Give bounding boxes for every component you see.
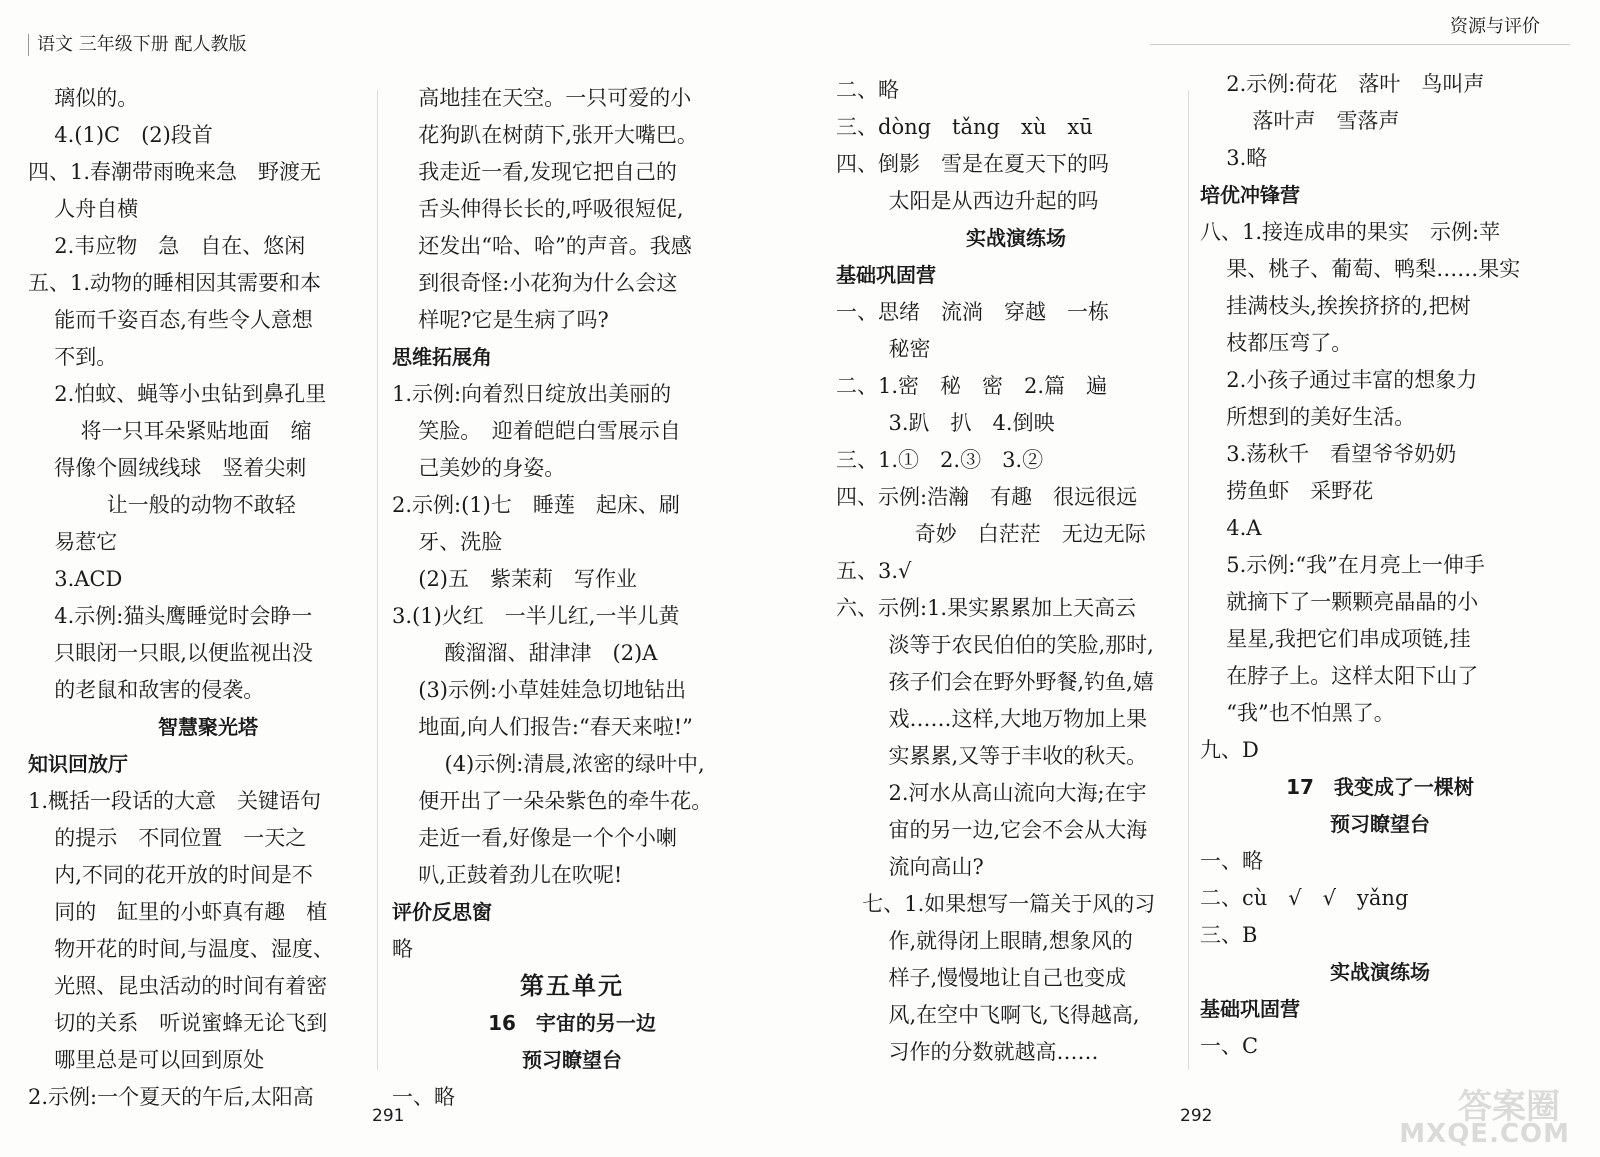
answer-line: 实累累,又等于丰收的秋天。 — [888, 744, 1148, 768]
answer-line: 走近一看,好像是一个个小喇 — [418, 826, 677, 850]
answer-line: 星星,我把它们串成项链,挂 — [1226, 627, 1471, 651]
answer-line: 作,就得闭上眼睛,想象风的 — [888, 929, 1133, 953]
answer-line: 到很奇怪:小花狗为什么会这 — [418, 271, 678, 295]
answer-line: 2.示例:(1)七 睡莲 起床、刷 — [392, 493, 680, 517]
answer-line: 还发出“哈、哈”的声音。我感 — [418, 234, 692, 258]
column-4 — [1200, 66, 1560, 1065]
answer-line: 四、倒影 雪是在夏天下的吗 — [836, 152, 1109, 176]
answer-line: 样子,慢慢地让自己也变成 — [888, 966, 1127, 990]
answer-line: 5.示例:“我”在月亮上一伸手 — [1226, 553, 1485, 577]
answer-line: 样呢?它是生病了吗? — [418, 308, 609, 332]
answer-line: 己美妙的身姿。 — [418, 456, 566, 480]
answer-line: 3.ACD — [54, 567, 123, 591]
watermark — [1399, 1079, 1570, 1149]
answer-line: (2)五 紫茉莉 写作业 — [418, 567, 637, 591]
section-heading: 实战演练场 — [966, 226, 1066, 250]
answer-line: 五、3.√ — [836, 559, 912, 583]
column-3 — [836, 72, 1196, 1071]
answer-line: 九、D — [1200, 738, 1259, 762]
answer-line: 光照、昆虫活动的时间有着密 — [54, 974, 328, 998]
column-divider — [1188, 90, 1189, 1070]
answer-line: 切的关系 听说蜜蜂无论飞到 — [54, 1011, 328, 1035]
answer-line: 略 — [392, 937, 413, 961]
answer-line: 孩子们会在野外野餐,钓鱼,嬉 — [888, 670, 1154, 694]
section-heading: 17 我变成了一棵树 — [1286, 775, 1474, 799]
section-heading: 实战演练场 — [1330, 960, 1430, 984]
answer-line: 不到。 — [54, 345, 118, 369]
answer-line: 四、1.春潮带雨晚来急 野渡无 — [28, 160, 322, 184]
answer-line: 花狗趴在树荫下,张开大嘴巴。 — [418, 123, 698, 147]
answer-line: 1.示例:向着烈日绽放出美丽的 — [392, 382, 672, 406]
answer-line: 2.示例:一个夏天的午后,太阳高 — [28, 1085, 314, 1109]
answer-line: 一、略 — [1200, 849, 1263, 873]
answer-line: 酸溜溜、甜津津 (2)A — [444, 641, 658, 665]
answer-line: 3.趴 扒 4.倒映 — [888, 411, 1055, 435]
answer-line: 三、B — [1200, 923, 1258, 947]
answer-line: 所想到的美好生活。 — [1226, 405, 1416, 429]
answer-line: 四、示例:浩瀚 有趣 很远很远 — [836, 485, 1138, 509]
header-divider — [28, 34, 29, 56]
answer-line: 2.小孩子通过丰富的想象力 — [1226, 368, 1478, 392]
answer-line: 1.概括一段话的大意 关键语句 — [28, 789, 322, 813]
answer-line: 同的 缸里的小虾真有趣 植 — [54, 900, 328, 924]
answer-line: 三、1.① 2.③ 3.② — [836, 448, 1044, 472]
answer-line: 只眼闭一只眼,以便监视出没 — [54, 641, 313, 665]
answer-line: 太阳是从西边升起的吗 — [888, 189, 1099, 213]
answer-line: 能而千姿百态,有些令人意想 — [54, 308, 313, 332]
answer-line: 得像个圆绒线球 竖着尖刺 — [54, 456, 307, 480]
section-heading: 思维拓展角 — [392, 345, 492, 369]
answer-line: 璃似的。 — [54, 86, 139, 110]
page-number-right: 292 — [1180, 1106, 1213, 1126]
answer-line: 在脖子上。这样太阳下山了 — [1226, 664, 1479, 688]
answer-line: 二、cù √ √ yǎng — [1200, 886, 1409, 910]
section-heading: 16 宇宙的另一边 — [488, 1011, 656, 1035]
section-heading: 知识回放厅 — [28, 752, 128, 776]
answer-line: 笑脸。 迎着皑皑白雪展示自 — [418, 419, 681, 443]
answer-line: 4.示例:猫头鹰睡觉时会睁一 — [54, 604, 313, 628]
section-heading: 预习瞭望台 — [1330, 812, 1430, 836]
book-title: 语文 三年级下册 配人教版 — [37, 34, 247, 55]
answer-line: 2.怕蚊、蝇等小虫钻到鼻孔里 — [54, 382, 327, 406]
answer-line: 的老鼠和敌害的侵袭。 — [54, 678, 265, 702]
answer-line: 一、思绪 流淌 穿越 一栋 — [836, 300, 1109, 324]
answer-line: 捞鱼虾 采野花 — [1226, 479, 1374, 503]
answer-line: 一、略 — [392, 1085, 455, 1109]
answer-line: 物开花的时间,与温度、湿度、 — [54, 937, 334, 961]
section-heading: 评价反思窗 — [392, 900, 492, 924]
answer-line: 就摘下了一颗颗亮晶晶的小 — [1226, 590, 1479, 614]
answer-line: 4.A — [1226, 516, 1262, 540]
section-heading: 培优冲锋营 — [1200, 183, 1300, 207]
section-heading: 第五单元 — [520, 972, 624, 1000]
page-header-left — [28, 30, 246, 56]
answer-line: 一、C — [1200, 1034, 1259, 1058]
answer-line: 地面,向人们报告:“春天来啦!” — [418, 715, 693, 739]
answer-line: 戏……这样,大地万物加上果 — [888, 707, 1148, 731]
answer-line: 五、1.动物的睡相因其需要和本 — [28, 271, 322, 295]
answer-line: 奇妙 白茫茫 无边无际 — [914, 522, 1146, 546]
answer-line: 七、1.如果想写一篇关于风的习 — [862, 892, 1156, 916]
answer-line: 易惹它 — [54, 530, 118, 554]
answer-line: 落叶声 雪落声 — [1252, 109, 1400, 133]
answer-line: 习作的分数就越高…… — [888, 1040, 1099, 1064]
answer-line: 舌头伸得长长的,呼吸很短促, — [418, 197, 684, 221]
answer-line: 哪里总是可以回到原处 — [54, 1048, 265, 1072]
answer-line: 3.(1)火红 一半儿红,一半儿黄 — [392, 604, 680, 628]
answer-line: 枝都压弯了。 — [1226, 331, 1353, 355]
answer-line: 六、示例:1.果实累累加上天高云 — [836, 596, 1137, 620]
answer-line: 宙的另一边,它会不会从大海 — [888, 818, 1148, 842]
section-heading: 预习瞭望台 — [522, 1048, 622, 1072]
answer-line: 牙、洗脸 — [418, 530, 503, 554]
answer-line: 将一只耳朵紧贴地面 缩 — [80, 419, 312, 443]
answer-line: 果、桃子、葡萄、鸭梨……果实 — [1226, 257, 1521, 281]
answer-line: 人舟自横 — [54, 197, 139, 221]
answer-line: 三、dòng tǎng xù xū — [836, 115, 1093, 139]
answer-line: 高地挂在天空。一只可爱的小 — [418, 86, 692, 110]
answer-line: 内,不同的花开放的时间是不 — [54, 863, 313, 887]
column-1 — [28, 80, 388, 1116]
section-heading: 智慧聚光塔 — [158, 715, 258, 739]
answer-line: 风,在空中飞啊飞,飞得越高, — [888, 1003, 1140, 1027]
section-heading: 基础巩固营 — [836, 263, 936, 287]
answer-line: 叭,正鼓着劲儿在吹呢! — [418, 863, 623, 887]
column-2 — [392, 80, 752, 1116]
answer-line: 2.示例:荷花 落叶 鸟叫声 — [1226, 72, 1485, 96]
answer-line: 4.(1)C (2)段首 — [54, 123, 213, 147]
column-divider — [377, 90, 378, 1070]
answer-line: 我走近一看,发现它把自己的 — [418, 160, 677, 184]
answer-line: 便开出了一朵朵紫色的牵牛花。 — [418, 789, 713, 813]
answer-line: 流向高山? — [888, 855, 984, 879]
page-header-right: 资源与评价 — [1450, 16, 1540, 37]
answer-line: 2.韦应物 急 自在、悠闲 — [54, 234, 306, 258]
section-heading: 基础巩固营 — [1200, 997, 1300, 1021]
answer-line: 八、1.接连成串的果实 示例:苹 — [1200, 220, 1501, 244]
page-number-left: 291 — [372, 1106, 405, 1126]
answer-line: 3.略 — [1226, 146, 1268, 170]
answer-line: (3)示例:小草娃娃急切地钻出 — [418, 678, 687, 702]
header-rule — [1150, 44, 1570, 45]
answer-line: 让一般的动物不敢轻 — [106, 493, 296, 517]
answer-line: 二、略 — [836, 78, 899, 102]
watermark-logo: 答案圈 — [1458, 1087, 1560, 1127]
watermark-text: MXQE.COM — [1399, 1119, 1570, 1149]
answer-line: “我”也不怕黑了。 — [1226, 701, 1395, 725]
answer-line: (4)示例:清晨,浓密的绿叶中, — [444, 752, 705, 776]
answer-line: 2.河水从高山流向大海;在宇 — [888, 781, 1147, 805]
answer-line: 秘密 — [888, 337, 931, 361]
answer-line: 的提示 不同位置 一天之 — [54, 826, 307, 850]
answer-line: 3.荡秋千 看望爷爷奶奶 — [1226, 442, 1457, 466]
answer-line: 二、1.密 秘 密 2.篇 遍 — [836, 374, 1108, 398]
answer-line: 挂满枝头,挨挨挤挤的,把树 — [1226, 294, 1471, 318]
answer-line: 淡等于农民伯伯的笑脸,那时, — [888, 633, 1154, 657]
